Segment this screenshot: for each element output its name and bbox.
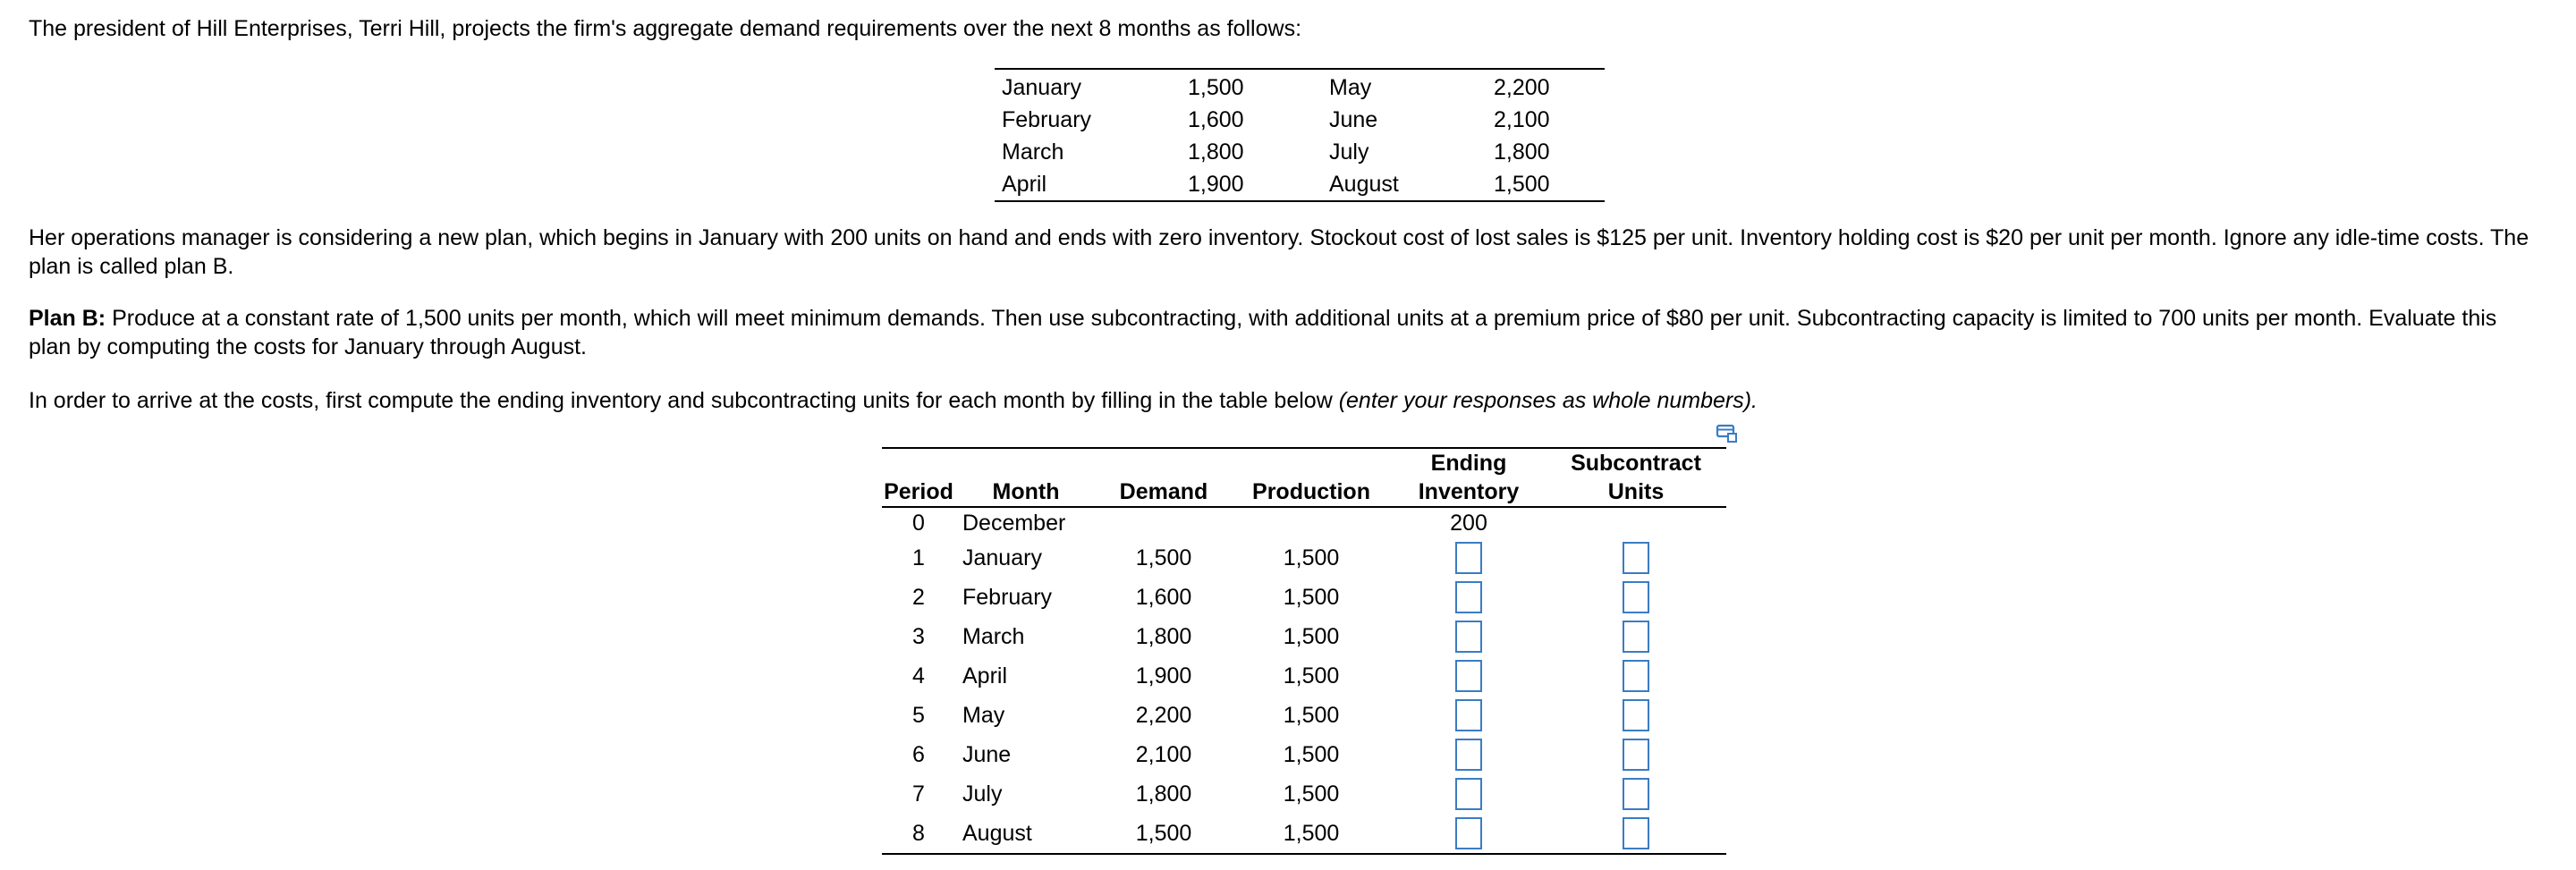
cell-period: 1 <box>912 545 925 570</box>
demand-month: July <box>1329 139 1369 165</box>
demand-table <box>995 68 1605 202</box>
cell-ending-inventory <box>1392 696 1546 735</box>
cell-month: April <box>962 663 1008 688</box>
cell-production: 1,500 <box>1283 821 1340 846</box>
table-row <box>882 656 1726 696</box>
plan-b-label: Plan B: <box>29 306 106 331</box>
table-row <box>882 814 1726 854</box>
table-row <box>882 696 1726 735</box>
demand-value: 1,500 <box>1188 75 1244 100</box>
cell-period: 2 <box>912 585 925 610</box>
header-ending-inventory-line2: Inventory <box>1418 479 1520 504</box>
demand-row <box>995 168 1605 201</box>
demand-value: 1,800 <box>1188 139 1244 165</box>
cell-subcontract <box>1546 617 1726 656</box>
subcontract-input-february[interactable] <box>1623 581 1649 613</box>
cell-subcontract <box>1546 696 1726 735</box>
cell-subcontract <box>1546 814 1726 854</box>
plan-table-header <box>882 448 1726 507</box>
table-row <box>882 538 1726 578</box>
cell-demand <box>1097 507 1231 538</box>
cell-demand: 1,500 <box>1135 821 1192 846</box>
header-period: Period <box>884 479 953 504</box>
cell-period: 4 <box>912 663 925 688</box>
cell-month: February <box>962 585 1053 610</box>
cell-demand: 1,800 <box>1135 624 1192 649</box>
instruction-text: In order to arrive at the costs, first compute the ending inventory and subcontracting units for each month by filling in the table below <box>29 388 1339 413</box>
header-subcontract-line1: Subcontract <box>1571 451 1701 476</box>
header-subcontract-units <box>1546 448 1726 507</box>
cell-ending-inventory <box>1392 814 1546 854</box>
ending-inventory-input-august[interactable] <box>1455 817 1482 849</box>
header-ending-inventory-line1: Ending <box>1430 451 1507 476</box>
cell-ending-inventory <box>1392 538 1546 578</box>
ending-inventory-input-february[interactable] <box>1455 581 1482 613</box>
cell-demand: 1,500 <box>1135 545 1192 570</box>
header-subcontract-line2: Units <box>1607 479 1665 504</box>
cell-demand: 2,200 <box>1135 703 1192 728</box>
table-row <box>882 735 1726 774</box>
cell-demand: 1,600 <box>1135 585 1192 610</box>
demand-value: 1,800 <box>1494 139 1550 165</box>
instruction-paragraph <box>29 386 2542 415</box>
ending-inventory-input-april[interactable] <box>1455 660 1482 692</box>
cell-month: December <box>962 511 1066 536</box>
demand-row <box>995 69 1605 104</box>
demand-value: 1,900 <box>1188 172 1244 197</box>
demand-value: 1,500 <box>1494 172 1550 197</box>
header-month: Month <box>992 479 1060 504</box>
subcontract-input-june[interactable] <box>1623 739 1649 771</box>
instruction-note: (enter your responses as whole numbers). <box>1338 388 1758 413</box>
demand-value: 1,600 <box>1188 107 1244 132</box>
cell-production: 1,500 <box>1283 624 1340 649</box>
demand-month: February <box>1002 107 1092 132</box>
cell-production: 1,500 <box>1283 703 1340 728</box>
table-row <box>882 774 1726 814</box>
cell-period: 0 <box>912 511 925 536</box>
cell-production: 1,500 <box>1283 585 1340 610</box>
cell-month: January <box>962 545 1042 570</box>
context-text: Her operations manager is considering a new plan, which begins in January with 200 units on hand and ends with zero inventory. Stockout cost of lost sales is $125 per unit. Inventory holding cost is $20 per unit per month. Ignore any idle-time costs. The plan is called plan B. <box>29 225 2529 279</box>
ending-inventory-input-may[interactable] <box>1455 699 1482 731</box>
cell-period: 3 <box>912 624 925 649</box>
subcontract-input-may[interactable] <box>1623 699 1649 731</box>
cell-period: 7 <box>912 781 925 807</box>
ending-inventory-input-march[interactable] <box>1455 621 1482 653</box>
demand-month: August <box>1329 172 1399 197</box>
subcontract-input-april[interactable] <box>1623 660 1649 692</box>
cell-period: 8 <box>912 821 925 846</box>
demand-month: January <box>1002 75 1081 100</box>
plan-b-paragraph <box>29 304 2542 361</box>
cell-demand: 1,800 <box>1135 781 1192 807</box>
cell-subcontract <box>1546 735 1726 774</box>
cell-month: August <box>962 821 1032 846</box>
cell-production: 1,500 <box>1283 545 1340 570</box>
cell-subcontract <box>1546 774 1726 814</box>
cell-period: 6 <box>912 742 925 767</box>
subcontract-input-march[interactable] <box>1623 621 1649 653</box>
header-ending-inventory <box>1392 448 1546 507</box>
cell-demand: 2,100 <box>1135 742 1192 767</box>
cell-production <box>1231 507 1392 538</box>
copy-table-icon[interactable] <box>1716 422 1739 445</box>
cell-subcontract <box>1546 578 1726 617</box>
cell-subcontract <box>1546 507 1726 538</box>
ending-inventory-input-july[interactable] <box>1455 778 1482 810</box>
plan-b-table <box>882 447 1726 855</box>
cell-production: 1,500 <box>1283 781 1340 807</box>
cell-ending-inventory <box>1392 735 1546 774</box>
demand-month: June <box>1329 107 1378 132</box>
header-production: Production <box>1252 479 1370 504</box>
demand-month: April <box>1002 172 1047 197</box>
demand-row <box>995 136 1605 168</box>
subcontract-input-august[interactable] <box>1623 817 1649 849</box>
intro-text: The president of Hill Enterprises, Terri Hill, projects the firm's aggregate demand requirements over the next 8 months as follows: <box>29 16 1302 41</box>
cell-ending-inventory <box>1392 578 1546 617</box>
header-demand: Demand <box>1119 479 1208 504</box>
cell-subcontract <box>1546 538 1726 578</box>
demand-value: 2,100 <box>1494 107 1550 132</box>
cell-ending-inventory <box>1392 774 1546 814</box>
cell-period: 5 <box>912 703 925 728</box>
ending-inventory-input-january[interactable] <box>1455 542 1482 574</box>
demand-value: 2,200 <box>1494 75 1550 100</box>
table-row <box>882 617 1726 656</box>
ending-inventory-input-june[interactable] <box>1455 739 1482 771</box>
demand-row <box>995 104 1605 136</box>
table-row-initial <box>882 507 1726 538</box>
cell-month: July <box>962 781 1003 807</box>
cell-subcontract <box>1546 656 1726 696</box>
copy-table-icon-graphic <box>1716 422 1739 445</box>
cell-ending-inventory <box>1392 617 1546 656</box>
demand-month: March <box>1002 139 1064 165</box>
demand-month: May <box>1329 75 1372 100</box>
subcontract-input-january[interactable] <box>1623 542 1649 574</box>
cell-production: 1,500 <box>1283 742 1340 767</box>
cell-production: 1,500 <box>1283 663 1340 688</box>
cell-ending-inventory <box>1392 656 1546 696</box>
cell-ending-inventory: 200 <box>1450 511 1487 536</box>
plan-b-text: Produce at a constant rate of 1,500 units per month, which will meet minimum demands. Then use subcontracting, with additional units at a premium price of $80 per unit. Subcontracting capacity is limited to 700 units per month. Evaluate this plan by computing the costs for January through August. <box>29 306 2497 359</box>
cell-month: May <box>962 703 1005 728</box>
cell-demand: 1,900 <box>1135 663 1192 688</box>
table-row <box>882 578 1726 617</box>
cell-month: June <box>962 742 1012 767</box>
cell-month: March <box>962 624 1025 649</box>
subcontract-input-july[interactable] <box>1623 778 1649 810</box>
